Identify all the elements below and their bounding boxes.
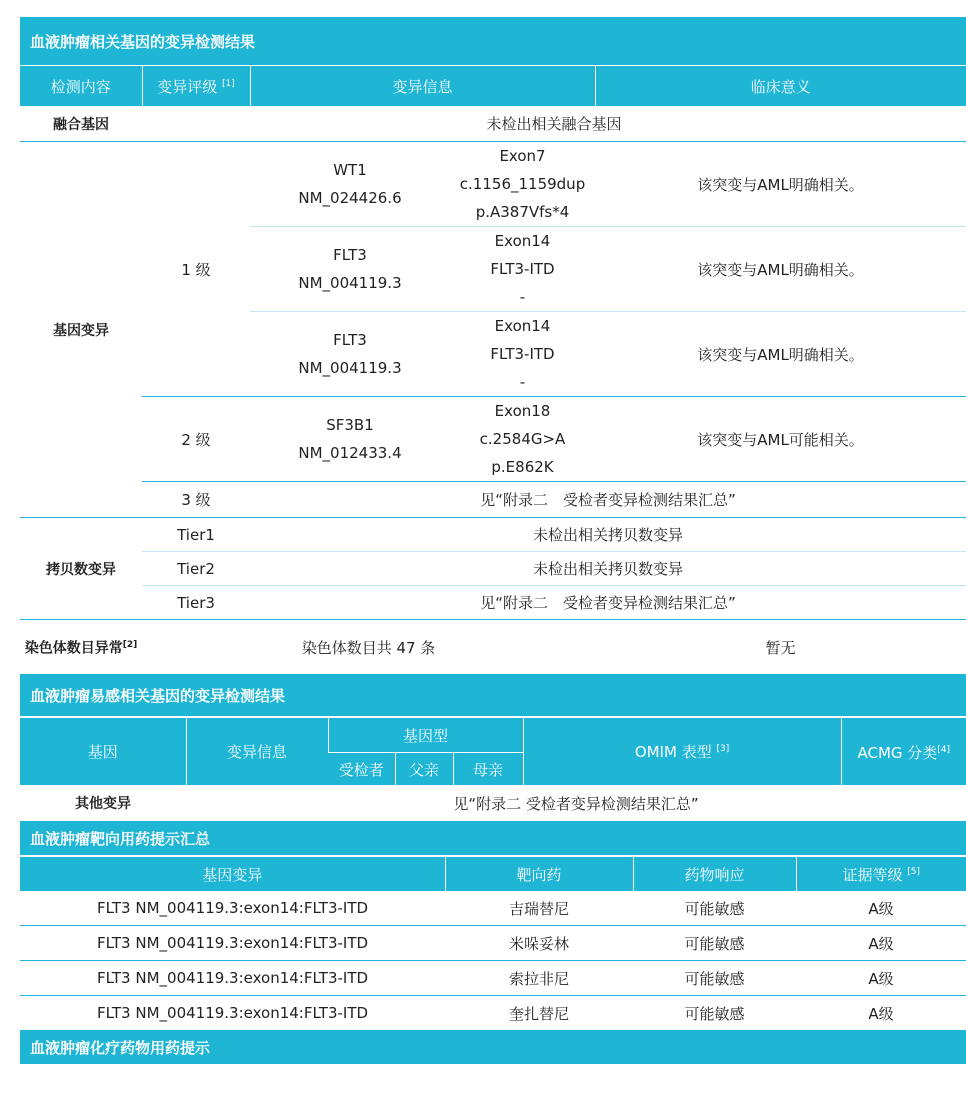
header-omim: OMIM 表型 [3] [523,718,841,785]
evidence-level-cell: A级 [796,891,966,926]
clinical-significance-cell: 该突变与AML可能相关。 [595,397,966,482]
other-variant-label: 其他变异 [75,796,131,812]
variant-gene-cell: WT1 NM_024426.6 [250,142,450,227]
header-targeted-drug: 靶向药 [445,857,633,891]
section-title-targeted-drugs: 血液肿瘤靶向用药提示汇总 [20,821,966,855]
variant-gene-cell: FLT3 NM_004119.3 [250,227,450,312]
cnv-tier2-result: 未检出相关拷贝数变异 [250,552,966,586]
header-father: 父亲 [395,753,453,786]
clinical-significance-cell: 该突变与AML明确相关。 [595,227,966,312]
variant-gene-cell: SF3B1 NM_012433.4 [250,397,450,482]
fusion-gene-result: 未检出相关融合基因 [142,106,966,142]
variant-level-3-text: 见“附录二 受检者变异检测结果汇总” [250,482,966,518]
drug-response-cell: 可能敏感 [684,1004,745,1023]
evidence-level-cell: A级 [868,1004,894,1023]
header-test-item: 检测内容 [20,66,142,106]
cnv-tier3: Tier3 [142,586,250,620]
drug-response-cell: 可能敏感 [633,891,796,926]
drug-variant-cell: FLT3 NM_004119.3:exon14:FLT3-ITD [20,926,445,961]
variant-detail-cell: Exon14 FLT3-ITD - [450,312,595,397]
drug-variant-cell: FLT3 NM_004119.3:exon14:FLT3-ITD [20,891,445,926]
drug-name-cell: 奎扎替尼 [508,1004,569,1023]
cnv-tier1: Tier1 [142,518,250,552]
variant-gene-cell: FLT3 NM_004119.3 [250,312,450,397]
susceptibility-table [20,718,966,821]
header-gene: 基因 [20,718,186,785]
chromosome-count: 染色体数目共 47 条 [301,638,436,657]
other-variant-text: 见“附录二 受检者变异检测结果汇总” [453,794,699,813]
chromosome-abnormality-label: 染色体数目异常[2] [24,640,138,657]
clinical-significance-cell: 该突变与AML明确相关。 [595,142,966,227]
section-title-chemotherapy: 血液肿瘤化疗药物用药提示 [20,1030,966,1064]
chromosome-clinical: 暂无 [765,638,796,657]
cnv-tier3-result: 见“附录二 受检者变异检测结果汇总” [250,586,966,620]
header-variant-info: 变异信息 [186,718,328,785]
drug-name-cell: 吉瑞替尼 [445,891,633,926]
variant-level-1: 1 级 [142,142,250,397]
cnv-tier1-result: 未检出相关拷贝数变异 [250,518,966,552]
fusion-gene-label: 融合基因 [20,106,142,142]
variant-level-2: 2 级 [142,397,250,482]
evidence-level-cell: A级 [796,926,966,961]
header-variant-level: 变异评级 [1] [142,66,250,106]
variant-detail-cell: Exon14 FLT3-ITD - [450,227,595,312]
variant-level-3: 3 级 [142,482,250,518]
header-clinical-significance: 临床意义 [595,66,966,106]
header-acmg: ACMG 分类[4] [841,718,966,785]
section-title-susceptibility: 血液肿瘤易感相关基因的变异检测结果 [20,674,966,716]
report-page [20,17,966,1064]
drug-name-cell: 米哚妥林 [445,926,633,961]
drug-name-cell: 索拉非尼 [445,961,633,996]
clinical-significance-cell: 该突变与AML明确相关。 [595,312,966,397]
header-proband: 受检者 [328,753,395,786]
table-row [20,891,966,926]
drug-variant-cell: FLT3 NM_004119.3:exon14:FLT3-ITD [96,1004,369,1022]
drug-variant-cell: FLT3 NM_004119.3:exon14:FLT3-ITD [20,961,445,996]
table-row [20,926,966,961]
cnv-label: 拷贝数变异 [20,518,142,620]
variant-detail-cell: Exon7 c.1156_1159dup p.A387Vfs*4 [450,142,595,227]
header-gene-variant: 基因变异 [20,857,445,891]
gene-mutation-label: 基因变异 [20,142,142,518]
drug-response-cell: 可能敏感 [633,926,796,961]
gene-variant-table [20,66,966,674]
cnv-tier2: Tier2 [142,552,250,586]
table-row [20,996,966,1031]
evidence-level-cell: A级 [796,961,966,996]
drug-response-cell: 可能敏感 [633,961,796,996]
header-evidence-level: 证据等级 [5] [796,857,966,891]
table-row [20,961,966,996]
variant-detail-cell: Exon18 c.2584G>A p.E862K [450,397,595,482]
section-title-gene-variants: 血液肿瘤相关基因的变异检测结果 [20,17,966,65]
header-variant-info: 变异信息 [250,66,595,106]
header-mother: 母亲 [453,753,523,786]
header-drug-response: 药物响应 [633,857,796,891]
header-genotype: 基因型 [328,718,523,753]
targeted-drug-table [20,857,966,1030]
